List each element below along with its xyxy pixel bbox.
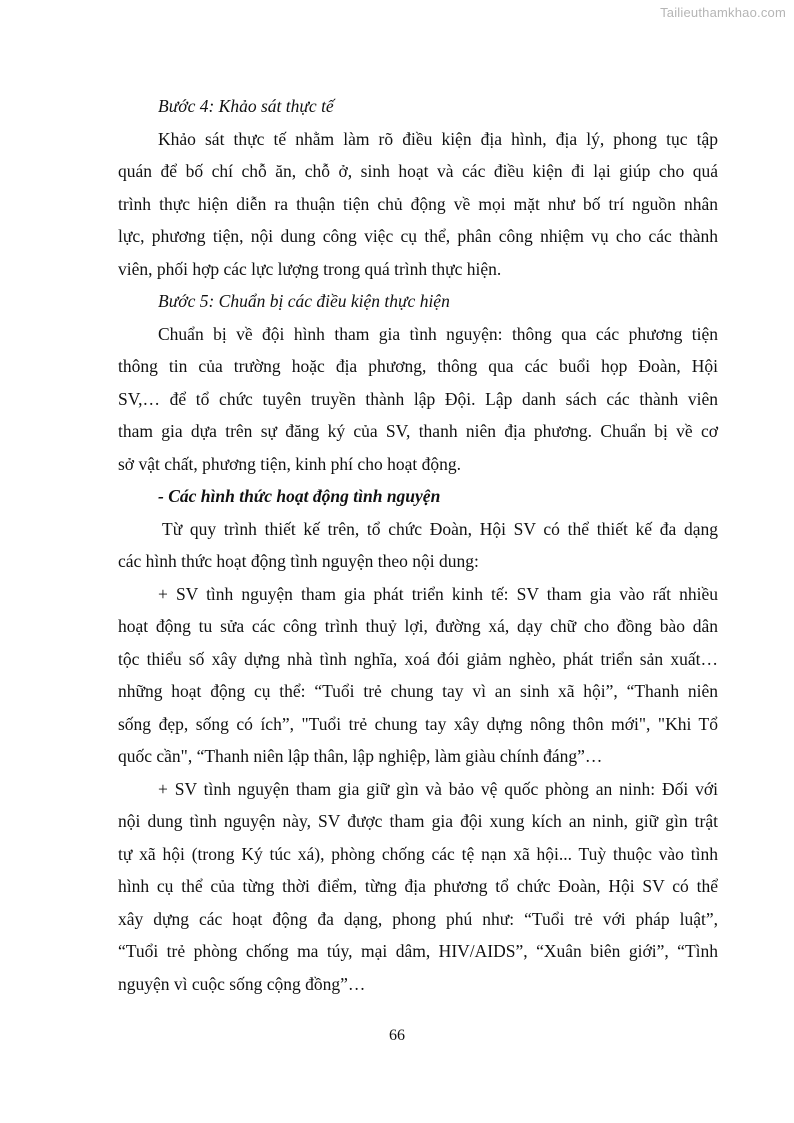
text-line: thông tin của trường hoặc địa phương, thông qua các buổi họp Đoàn, Hội	[118, 356, 718, 376]
text-line: trình thực hiện diễn ra thuận tiện chủ động về mọi mặt như bố trí nguồn nhân	[118, 193, 718, 214]
text-line: Từ quy trình thiết kế trên, tổ chức Đoàn, Hội SV có thể thiết kế đa dạng	[162, 518, 718, 539]
document-body	[118, 90, 718, 1000]
text-line: quốc cần", “Thanh niên lập thân, lập nghiệp, làm giàu chính đáng”…	[118, 746, 603, 766]
text-line: Chuẩn bị về đội hình tham gia tình nguyện: thông qua các phương tiện	[158, 323, 718, 344]
text-line: những hoạt động cụ thể: “Tuổi trẻ chung tay vì an sinh xã hội”, “Thanh niên	[118, 681, 718, 701]
heading-step-4: Bước 4: Khảo sát thực tế	[158, 96, 334, 116]
paragraph-activity-forms	[118, 513, 718, 578]
paragraph-step-5	[118, 318, 718, 481]
text-line: sở vật chất, phương tiện, kinh phí cho hoạt động.	[118, 453, 461, 474]
text-line: tộc thiểu số xây dựng nhà tình nghĩa, xoá đói giảm nghèo, phát triển sản xuất…	[118, 648, 718, 669]
paragraph-step-4	[118, 123, 718, 286]
text-line: viên, phối hợp các lực lượng trong quá trình thực hiện.	[118, 258, 502, 279]
text-line: lực, phương tiện, nội dung công việc cụ thể, phân công nhiệm vụ cho các thành	[118, 226, 718, 246]
text-line: + SV tình nguyện tham gia phát triển kinh tế: SV tham gia vào rất nhiều	[158, 583, 718, 604]
text-line: tự xã hội (trong Ký túc xá), phòng chống các tệ nạn xã hội... Tuỳ thuộc vào tình	[118, 843, 718, 864]
text-line: Khảo sát thực tế nhằm làm rõ điều kiện địa hình, địa lý, phong tục tập	[158, 128, 718, 149]
text-line: nội dung tình nguyện này, SV được tham gia đội xung kích an ninh, giữ gìn trật	[118, 811, 718, 831]
text-line: sống đẹp, sống có ích”, "Tuổi trẻ chung tay xây dựng nông thôn mới", "Khi Tổ	[118, 713, 718, 734]
text-line: quán để bố chí chỗ ăn, chỗ ở, sinh hoạt và các điều kiện đi lại giúp cho quá	[118, 161, 718, 181]
text-line: nguyện vì cuộc sống cộng đồng”…	[118, 973, 366, 994]
paragraph-security	[118, 773, 718, 1001]
watermark: Tailieuthamkhao.com	[660, 5, 786, 20]
text-line: SV,… để tổ chức tuyên truyền thành lập Đội. Lập danh sách các thành viên	[118, 388, 718, 409]
paragraph-economy	[118, 578, 718, 773]
text-line: xây dựng các hoạt động đa dạng, phong phú như: “Tuổi trẻ với pháp luật”,	[118, 908, 718, 929]
text-line: hình cụ thể của từng thời điểm, từng địa phương tổ chức Đoàn, Hội SV có thể	[118, 876, 718, 896]
page-number: 66	[389, 1027, 405, 1044]
text-line: + SV tình nguyện tham gia giữ gìn và bảo vệ quốc phòng an ninh: Đối với	[158, 778, 718, 799]
text-line: “Tuổi trẻ phòng chống ma túy, mại dâm, HIV/AIDS”, “Xuân biên giới”, “Tình	[118, 941, 718, 961]
text-line: các hình thức hoạt động tình nguyện theo nội dung:	[118, 551, 479, 571]
text-line: tham gia dựa trên sự đăng ký của SV, thanh niên địa phương. Chuẩn bị về cơ	[118, 421, 718, 441]
heading-activity-forms: - Các hình thức hoạt động tình nguyện	[158, 486, 441, 506]
text-line: hoạt động tu sửa các công trình thuỷ lợi, đường xá, dạy chữ cho đồng bào dân	[118, 616, 718, 636]
heading-step-5: Bước 5: Chuẩn bị các điều kiện thực hiện	[158, 291, 450, 311]
